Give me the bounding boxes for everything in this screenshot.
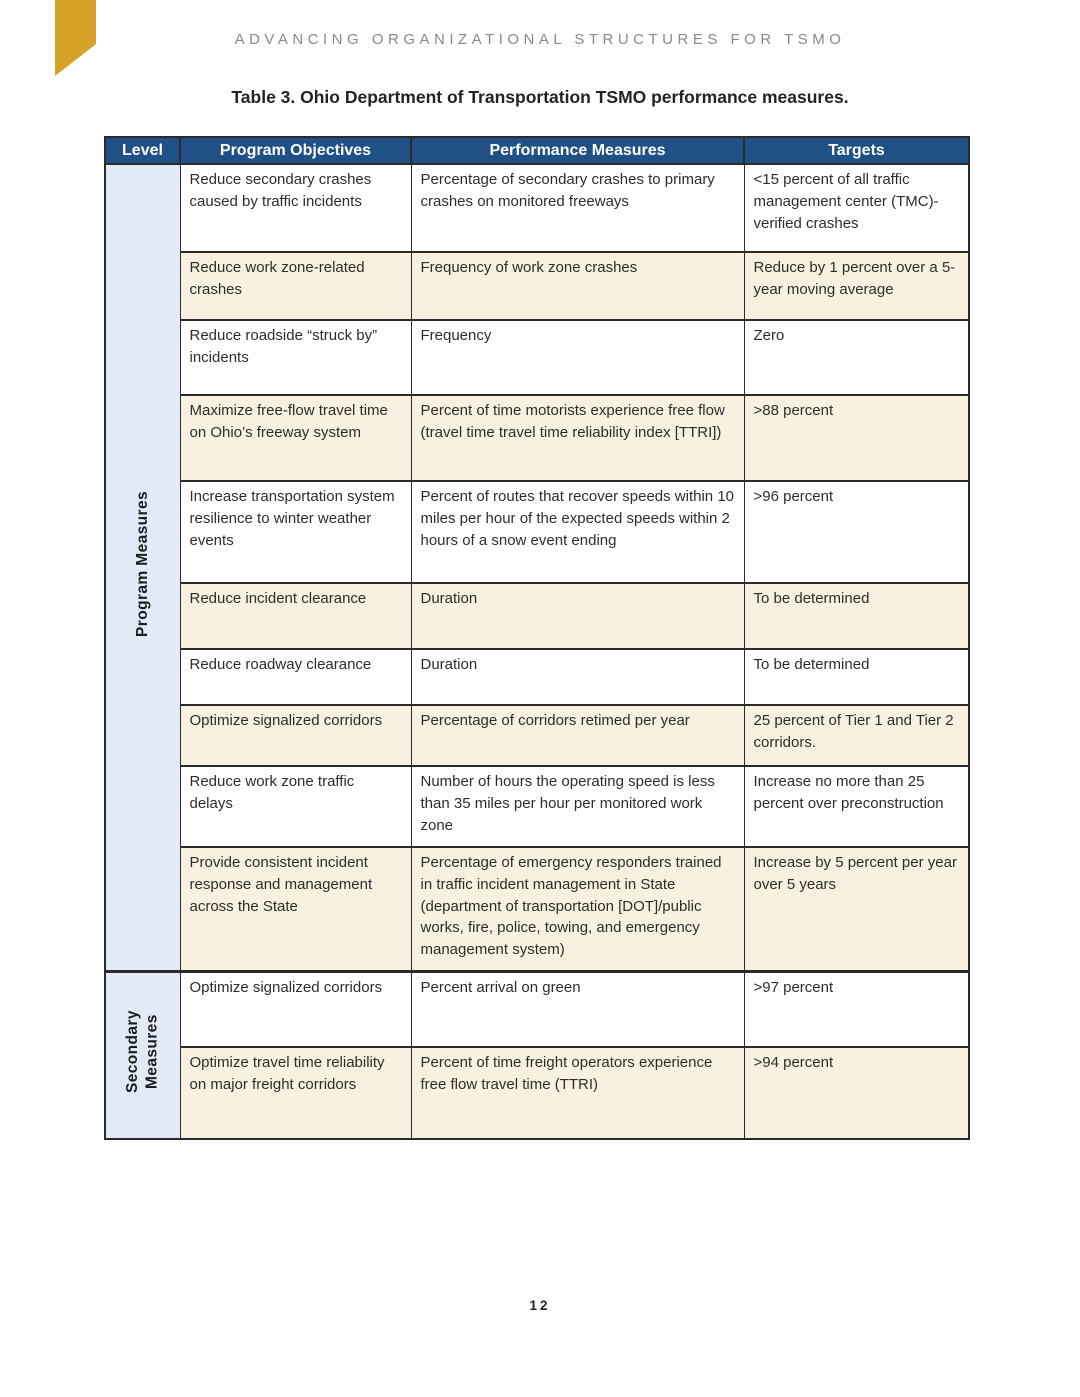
measure-cell: Percent of routes that recover speeds within 10 miles per hour of the expected speeds within 2 hours of a snow event ending xyxy=(411,481,744,583)
target-cell: Zero xyxy=(744,320,969,395)
table-row xyxy=(105,164,969,252)
table-row xyxy=(105,847,969,971)
table-row xyxy=(105,649,969,705)
measure-cell: Number of hours the operating speed is less than 35 miles per hour per monitored work zone xyxy=(411,766,744,847)
target-cell: >88 percent xyxy=(744,395,969,481)
target-cell: Increase by 5 percent per year over 5 years xyxy=(744,847,969,971)
table-row xyxy=(105,395,969,481)
target-cell: To be determined xyxy=(744,583,969,649)
objective-cell: Reduce incident clearance xyxy=(180,583,411,649)
target-cell: >96 percent xyxy=(744,481,969,583)
table-caption: Table 3. Ohio Department of Transportation TSMO performance measures. xyxy=(231,87,849,107)
objective-cell: Reduce roadside “struck by” incidents xyxy=(180,320,411,395)
objective-cell: Reduce secondary crashes caused by traffic incidents xyxy=(180,164,411,252)
objective-cell: Reduce work zone-related crashes xyxy=(180,252,411,320)
measure-cell: Percent of time motorists experience free flow (travel time travel time reliability index [TTRI]) xyxy=(411,395,744,481)
header-row xyxy=(105,137,969,164)
objective-cell: Maximize free-flow travel time on Ohio’s freeway system xyxy=(180,395,411,481)
objective-cell: Increase transportation system resilience to winter weather events xyxy=(180,481,411,583)
table-row xyxy=(105,971,969,1047)
table-row xyxy=(105,252,969,320)
objective-cell: Optimize signalized corridors xyxy=(180,971,411,1047)
table-row xyxy=(105,705,969,766)
table-row xyxy=(105,481,969,583)
table-row xyxy=(105,583,969,649)
measure-cell: Frequency xyxy=(411,320,744,395)
level-group-program-measures xyxy=(105,164,180,971)
table-row xyxy=(105,766,969,847)
measure-cell: Frequency of work zone crashes xyxy=(411,252,744,320)
table-row xyxy=(105,1047,969,1139)
target-cell: >97 percent xyxy=(744,971,969,1047)
measure-cell: Percent arrival on green xyxy=(411,971,744,1047)
level-group-label: Secondary Measures xyxy=(124,1010,161,1094)
measure-cell: Duration xyxy=(411,649,744,705)
performance-measures-table xyxy=(104,136,970,1140)
measure-cell: Percentage of emergency responders trained in traffic incident management in State (department of transportation [DOT]/public works, fire, police, towing, and emergency management system) xyxy=(411,847,744,971)
running-header: ADVANCING ORGANIZATIONAL STRUCTURES FOR TSMO xyxy=(234,31,846,48)
measure-cell: Duration xyxy=(411,583,744,649)
header-level: Level xyxy=(105,137,180,164)
target-cell: 25 percent of Tier 1 and Tier 2 corridors. xyxy=(744,705,969,766)
level-group-label: Program Measures xyxy=(134,490,152,637)
target-cell: Reduce by 1 percent over a 5-year moving average xyxy=(744,252,969,320)
objective-cell: Reduce work zone traffic delays xyxy=(180,766,411,847)
objective-cell: Reduce roadway clearance xyxy=(180,649,411,705)
header-targets: Targets xyxy=(744,137,969,164)
target-cell: Increase no more than 25 percent over preconstruction xyxy=(744,766,969,847)
level-group-secondary-measures xyxy=(105,971,180,1139)
performance-measures-table-wrap xyxy=(104,136,970,1140)
target-cell: <15 percent of all traffic management center (TMC)-verified crashes xyxy=(744,164,969,252)
measure-cell: Percentage of corridors retimed per year xyxy=(411,705,744,766)
objective-cell: Optimize travel time reliability on major freight corridors xyxy=(180,1047,411,1139)
header-program-objectives: Program Objectives xyxy=(180,137,411,164)
header-performance-measures: Performance Measures xyxy=(411,137,744,164)
target-cell: To be determined xyxy=(744,649,969,705)
objective-cell: Provide consistent incident response and management across the State xyxy=(180,847,411,971)
table-row xyxy=(105,320,969,395)
page-number: 12 xyxy=(529,1298,551,1313)
objective-cell: Optimize signalized corridors xyxy=(180,705,411,766)
target-cell: >94 percent xyxy=(744,1047,969,1139)
measure-cell: Percent of time freight operators experience free flow travel time (TTRI) xyxy=(411,1047,744,1139)
measure-cell: Percentage of secondary crashes to primary crashes on monitored freeways xyxy=(411,164,744,252)
